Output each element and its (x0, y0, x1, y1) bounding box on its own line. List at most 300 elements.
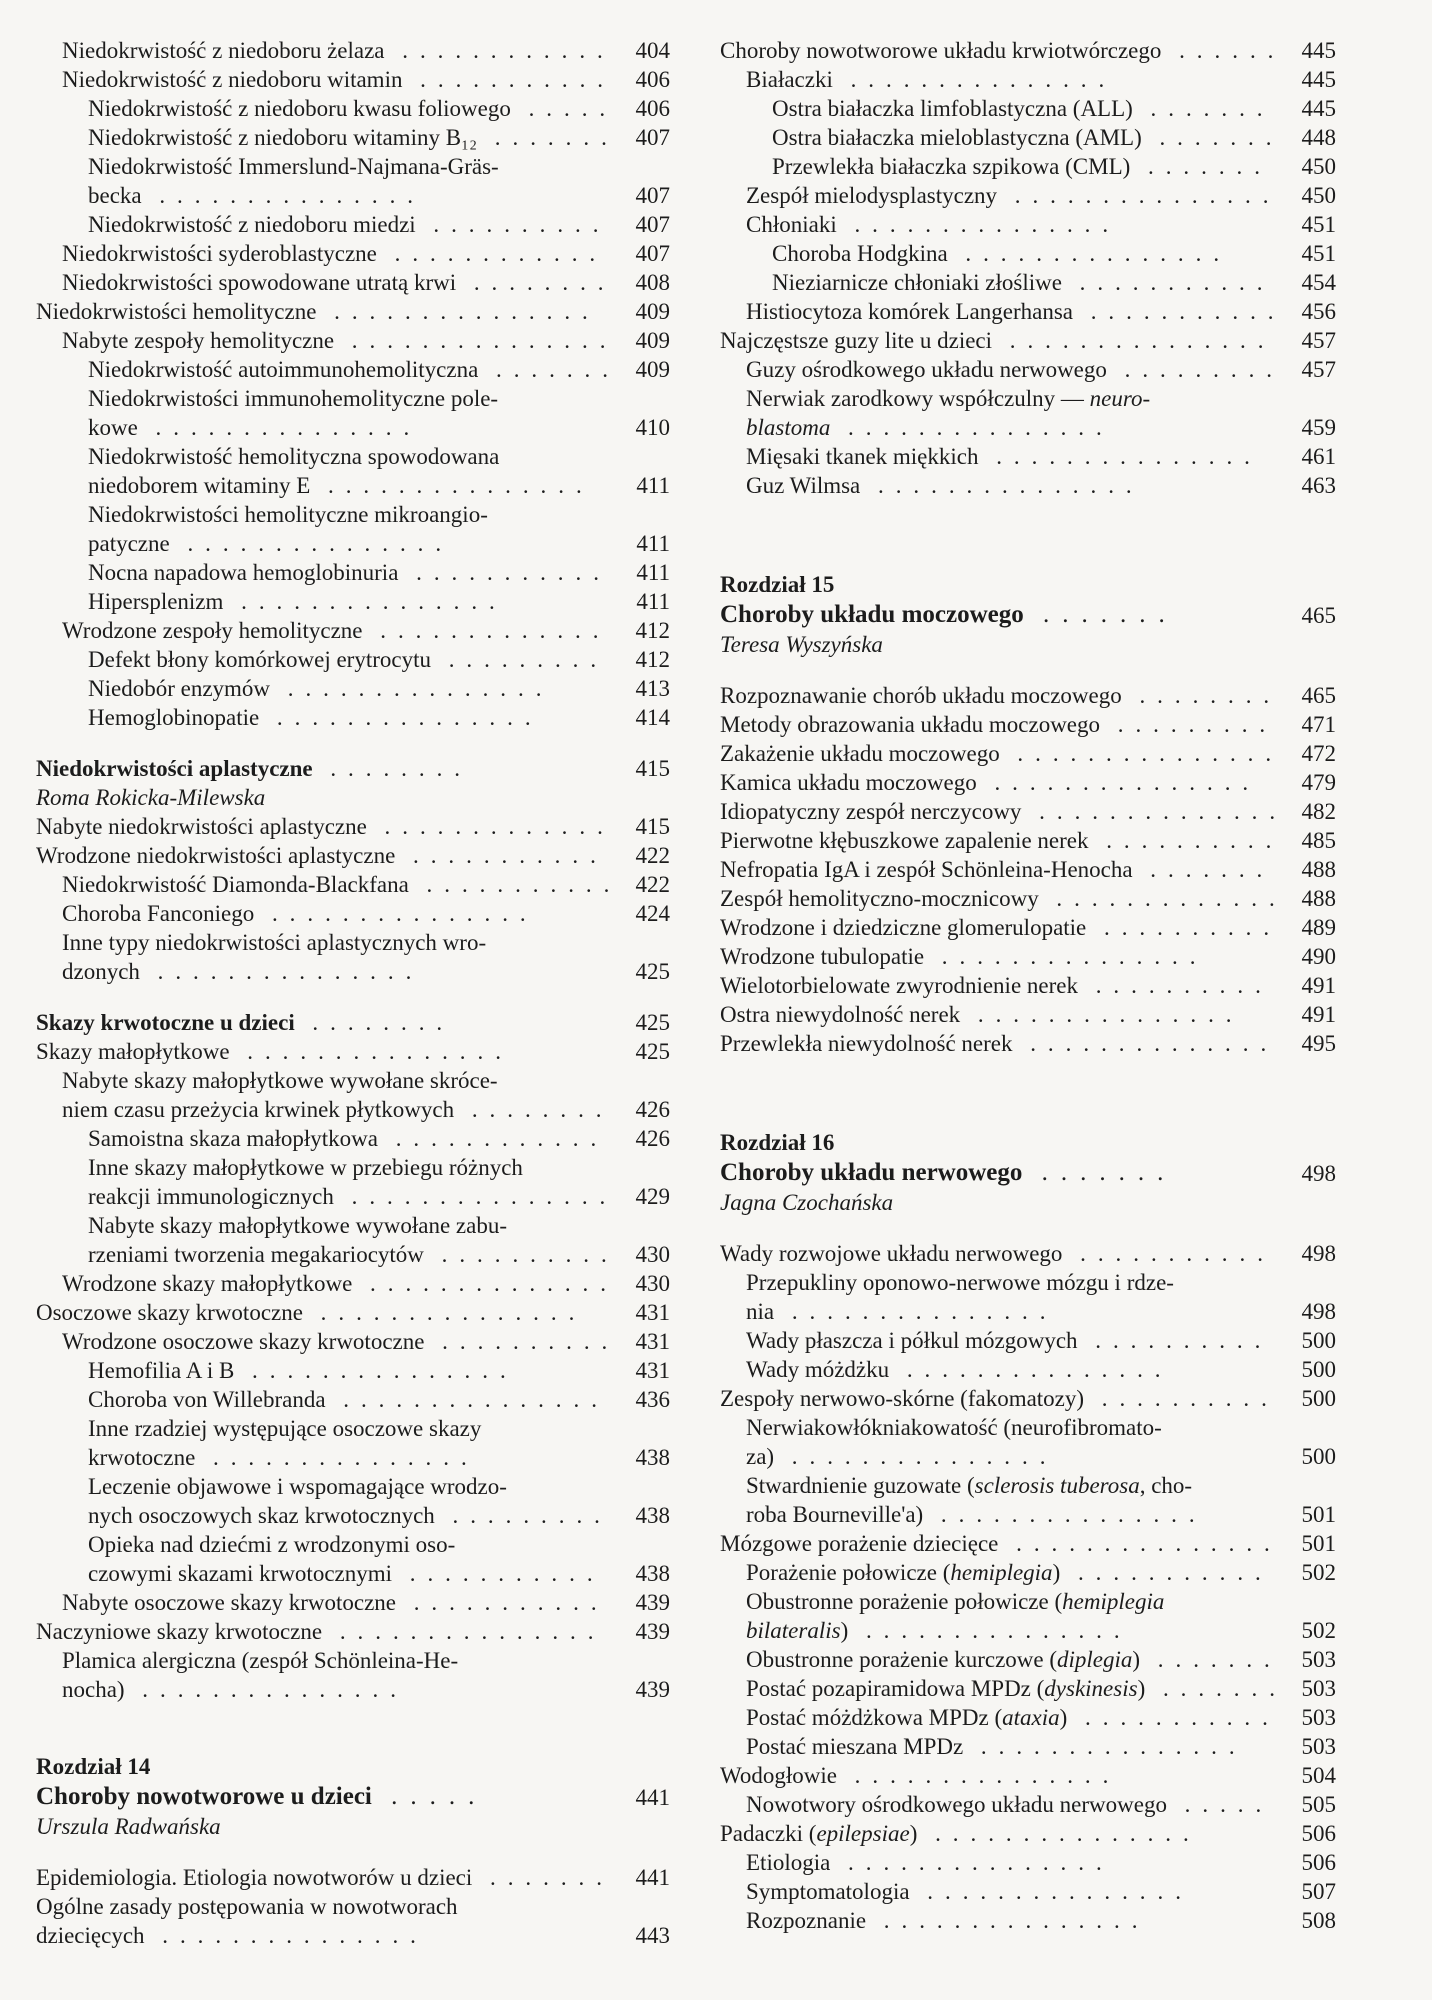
toc-entry (36, 841, 670, 870)
toc-entry (720, 326, 1336, 355)
chapter-16 (720, 1128, 1336, 1935)
entry-title: Samoistna skaza małopłytkowa (88, 1126, 378, 1151)
toc-block (36, 1863, 670, 1950)
toc-entry (720, 942, 1336, 971)
toc-entry (720, 210, 1336, 239)
page-number: 501 (1301, 1502, 1336, 1527)
toc-entry (720, 1029, 1336, 1058)
entry-title: Przewlekła białaczka szpikowa (CML) (772, 154, 1131, 179)
entry-title: Inne typy niedokrwistości aplastycznych wro- (62, 930, 487, 955)
leader-dots: ............... (169, 531, 454, 556)
page-number: 445 (1301, 38, 1336, 63)
entry-title: Plamica alergiczna (zespół Schönleina-He- (62, 1648, 459, 1673)
entry-title: Nieziarnicze chłoniaki złośliwe (772, 270, 1062, 295)
page-number: 422 (635, 872, 670, 897)
leader-dots: ............... (333, 1184, 618, 1209)
page-number: 507 (1301, 1879, 1336, 1904)
entry-title: Najczęstsze guzy lite u dzieci (720, 328, 993, 353)
entry-title: Stwardnienie guzowate ( (746, 1473, 975, 1498)
entry-continuation (88, 1559, 622, 1588)
leader-dots: ........... (1073, 299, 1286, 324)
entry-title: Niedokrwistość z niedoboru żelaza (62, 38, 385, 63)
entry-title: Histiocytoza komórek Langerhansa (746, 299, 1073, 324)
leader-dots: ............ (384, 38, 615, 63)
page-number: 502 (1301, 1560, 1336, 1585)
chapter-title: Choroby nowotworowe u dzieci (36, 1783, 372, 1810)
toc-block (36, 1037, 670, 1704)
leader-dots: ............... (325, 1387, 609, 1412)
entry-title: Niedokrwistość Immerslund-Najmana-Gräs- (88, 154, 499, 179)
leader-dots: ............... (774, 1299, 1058, 1324)
entry-title: Niedokrwistości aplastyczne (36, 756, 313, 781)
leader-dots: ............... (774, 1444, 1058, 1469)
toc-entry (36, 645, 670, 674)
leader-dots: ........... (408, 872, 622, 897)
leader-dots: ....... (477, 125, 619, 150)
page-number: 503 (1301, 1676, 1336, 1701)
entry-continuation (62, 1095, 622, 1124)
page-number: 445 (1301, 67, 1336, 92)
entry-title: Symptomatologia (746, 1879, 910, 1904)
entry-title: Kamica układu moczowego (720, 770, 977, 795)
page-number: 500 (1301, 1444, 1336, 1469)
toc-entry (720, 297, 1336, 326)
entry-title: Chłoniaki (746, 212, 837, 237)
entry-title: Nabyte skazy małopłytkowe wywołane skróce- (62, 1068, 498, 1093)
entry-title: Defekt błony komórkowej erytrocytu (88, 647, 431, 672)
toc-entry (36, 210, 670, 239)
entry-title: Nocna napadowa hemoglobinuria (88, 560, 399, 585)
entry-title: Obustronne porażenie połowicze ( (746, 1589, 1063, 1614)
toc-entry (720, 710, 1336, 739)
toc-entry (720, 1819, 1336, 1848)
toc-entry (720, 268, 1336, 297)
leader-dots: ........ (456, 270, 616, 295)
toc-entry (36, 1298, 670, 1327)
page-number: 438 (635, 1503, 670, 1528)
entry-title-suffix: ) (1137, 1676, 1146, 1701)
toc-entry (36, 1153, 670, 1211)
entry-title-suffix: ) (909, 1821, 918, 1846)
entry-title: Niedokrwistość Diamonda-Blackfana (62, 872, 409, 897)
entry-title: Niedokrwistości immunohemolityczne pole- (88, 386, 499, 411)
leader-dots: ........... (398, 560, 611, 585)
chapter-label: Rozdział 14 (36, 1754, 151, 1779)
page-number: 471 (1301, 712, 1336, 737)
toc-entry (720, 442, 1336, 471)
entry-title: Nefropatia IgA i zespół Schönleina-Henocha (720, 857, 1133, 882)
entry-title: Niedokrwistość z niedoboru kwasu foliowego (88, 96, 511, 121)
toc-entry (36, 812, 670, 841)
page-number: 426 (635, 1126, 670, 1151)
toc-entry (36, 1414, 670, 1472)
leader-dots: ............... (889, 1357, 1173, 1382)
page-number: 506 (1301, 1821, 1336, 1846)
leader-dots: ............... (976, 770, 1261, 795)
page-number: 409 (635, 299, 670, 324)
page-number: 450 (1301, 154, 1336, 179)
toc-entry (36, 1530, 670, 1588)
toc-entry (36, 1588, 670, 1617)
entry-title: Postać móżdżkowa MPDz ( (746, 1705, 1003, 1730)
toc-entry (36, 500, 670, 558)
toc-entry (36, 268, 670, 297)
chapter-title: Choroby układu moczowego (720, 601, 1024, 628)
leader-dots: .......... (1077, 973, 1273, 998)
page-number: 491 (1301, 973, 1336, 998)
page-number: 436 (635, 1387, 670, 1412)
entry-continuation (88, 529, 622, 558)
toc-entry (720, 1268, 1336, 1326)
entry-title: Inne rzadziej występujące osoczowe skazy (88, 1416, 482, 1441)
toc-entry (720, 681, 1336, 710)
leader-dots: .......... (423, 1242, 619, 1267)
entry-continuation (62, 1675, 622, 1704)
leader-dots: ............... (334, 328, 618, 353)
entry-title: Postać mieszana MPDz (746, 1734, 964, 1759)
page-number: 406 (635, 96, 670, 121)
toc-entry (36, 587, 670, 616)
page-number: 409 (635, 357, 670, 382)
entry-title: Niedokrwistość autoimmunohemolityczna (88, 357, 479, 382)
leader-dots: .......... (1088, 828, 1284, 853)
page-number: 488 (1301, 886, 1336, 911)
entry-title: Niedokrwistości hemolityczne mikroangio- (88, 502, 488, 527)
page-number: 498 (1301, 1161, 1336, 1186)
toc-entry (720, 1674, 1336, 1703)
toc-entry (720, 1355, 1336, 1384)
entry-title: Mózgowe porażenie dziecięce (720, 1531, 999, 1556)
entry-title: Nabyte zespoły hemolityczne (62, 328, 335, 353)
toc-entry (36, 94, 670, 123)
entry-title: Skazy krwotoczne u dzieci (36, 1010, 295, 1035)
page-number: 505 (1301, 1792, 1336, 1817)
entry-title: Wady płaszcza i półkul mózgowych (746, 1328, 1078, 1353)
toc-entry (36, 442, 670, 500)
entry-continuation (746, 413, 1288, 442)
page-number: 408 (635, 270, 670, 295)
leader-dots: ....... (1140, 1647, 1282, 1672)
entry-title: Epidemiologia. Etiologia nowotworów u dzieci (36, 1865, 473, 1890)
toc-entry (720, 65, 1336, 94)
toc-entry (36, 1124, 670, 1153)
page-number: 438 (635, 1445, 670, 1470)
leader-dots: ............. (1038, 886, 1287, 911)
leader-dots: ............... (924, 944, 1208, 969)
entry-continuation (62, 957, 622, 986)
entry-title: Nabyte niedokrwistości aplastyczne (36, 814, 367, 839)
leader-dots: ....... (478, 357, 620, 382)
leader-dots: ............... (137, 415, 422, 440)
leader-dots: ............... (998, 1531, 1282, 1556)
entry-title-cont: nocha) (62, 1677, 125, 1702)
toc-entry (36, 65, 670, 94)
page-number: 412 (635, 618, 670, 643)
section-author: Roma Rokicka-Milewska (36, 785, 266, 810)
leader-dots: ............... (254, 901, 538, 926)
page-number: 504 (1301, 1763, 1336, 1788)
leader-dots: ............... (978, 444, 1262, 469)
entry-title: Nerwiak zarodkowy współczulny — (746, 386, 1090, 411)
entry-title-cont: rzeniami tworzenia megakariocytów (88, 1242, 424, 1267)
toc-entry (720, 971, 1336, 1000)
entry-title: Idiopatyczny zespół nerczycowy (720, 799, 1022, 824)
toc-entry (720, 1558, 1336, 1587)
entry-title: Obustronne porażenie kurczowe ( (746, 1647, 1058, 1672)
chapter-title-row: Choroby układu moczowego ....... 465 (720, 601, 1336, 628)
page-number: 441 (635, 1785, 670, 1810)
page-number: 500 (1301, 1386, 1336, 1411)
page-number: 411 (636, 531, 670, 556)
page-number: 508 (1301, 1908, 1336, 1933)
leader-dots: ............... (139, 959, 424, 984)
toc-entry (36, 384, 670, 442)
leader-dots: ............... (259, 705, 543, 730)
page-number: 488 (1301, 857, 1336, 882)
entry-title: Wrodzone osoczowe skazy krwotoczne (62, 1329, 425, 1354)
entry-title: Naczyniowe skazy krwotoczne (36, 1619, 323, 1644)
page-number: 429 (635, 1184, 670, 1209)
page-number: 439 (635, 1590, 670, 1615)
entry-title-suffix: ) (1132, 1647, 1141, 1672)
toc-block (36, 36, 670, 732)
section-heading: Skazy krwotoczne u dzieci ........ 425 (36, 1010, 670, 1035)
leader-dots: ............... (860, 473, 1144, 498)
leader-dots: ............... (124, 1677, 408, 1702)
entry-title: Przewlekła niewydolność nerek (720, 1031, 1013, 1056)
entry-continuation (88, 413, 622, 442)
toc-entry (36, 1472, 670, 1530)
page-number: 411 (636, 560, 670, 585)
entry-title: Białaczki (746, 67, 833, 92)
leader-dots: ..... (510, 96, 618, 121)
toc-entry (720, 884, 1336, 913)
entry-continuation (88, 1443, 622, 1472)
page-number: 407 (635, 125, 670, 150)
page-number: 500 (1301, 1357, 1336, 1382)
chapter-title-row: Choroby nowotworowe u dzieci ..... 441 (36, 1783, 670, 1810)
page-number: 425 (635, 1010, 670, 1035)
page-number: 411 (636, 473, 670, 498)
entry-continuation (88, 1501, 622, 1530)
entry-continuation (746, 1616, 1288, 1645)
entry-title-cont-italic: bilateralis (746, 1618, 841, 1643)
leader-dots: ........... (392, 1561, 605, 1586)
toc-entry (36, 1385, 670, 1414)
entry-title-italic: diplegia (1057, 1647, 1133, 1672)
toc-entry (36, 239, 670, 268)
page-number: 422 (635, 843, 670, 868)
page-number: 465 (1301, 683, 1336, 708)
entry-title: Niedokrwistości spowodowane utratą krwi (62, 270, 457, 295)
toc-entry (720, 471, 1336, 500)
page-number: 406 (635, 67, 670, 92)
page-number: 439 (635, 1619, 670, 1644)
page-number: 503 (1301, 1705, 1336, 1730)
toc-entry (720, 152, 1336, 181)
page-number: 503 (1301, 1647, 1336, 1672)
leader-dots: ....... (1132, 857, 1275, 882)
page-number: 443 (635, 1923, 670, 1948)
leader-dots: ............... (270, 676, 554, 701)
page-number: 431 (635, 1300, 670, 1325)
entry-title: Osoczowe skazy krwotoczne (36, 1300, 303, 1325)
toc-entry (720, 913, 1336, 942)
entry-title: Rozpoznanie (746, 1908, 867, 1933)
entry-title: Wady rozwojowe układu nerwowego (720, 1241, 1063, 1266)
page-number: 415 (635, 814, 670, 839)
leader-dots: ............... (141, 183, 426, 208)
leader-dots: .............. (1021, 799, 1288, 824)
entry-title: Rozpoznawanie chorób układu moczowego (720, 683, 1122, 708)
toc-entry (720, 1703, 1336, 1732)
leader-dots: ............... (195, 1445, 479, 1470)
toc-entry (720, 123, 1336, 152)
entry-title: Zakażenie układu moczowego (720, 741, 1000, 766)
entry-title-cont: nych osoczowych skaz krwotocznych (88, 1503, 435, 1528)
entry-title: Ostra niewydolność nerek (720, 1002, 961, 1027)
page-number: 450 (1301, 183, 1336, 208)
entry-title-italic: neuro- (1089, 386, 1151, 411)
chapter-label: Rozdział 15 (720, 572, 835, 597)
toc-entry (720, 1732, 1336, 1761)
leader-dots: ............ (376, 241, 608, 266)
toc-entry (36, 297, 670, 326)
page-number: 425 (635, 1039, 670, 1064)
page-number: 506 (1301, 1850, 1336, 1875)
leader-dots: ............... (992, 328, 1276, 353)
entry-title-italic: dyskinesis (1044, 1676, 1138, 1701)
entry-title: Ostra białaczka limfoblastyczna (ALL) (772, 96, 1133, 121)
entry-title: Wielotorbielowate zwyrodnienie nerek (720, 973, 1078, 998)
chapter-14 (36, 1752, 670, 1950)
toc-entry (36, 1646, 670, 1704)
entry-title: Guz Wilmsa (746, 473, 861, 498)
toc-entry (720, 1471, 1336, 1529)
leader-dots: ........ (454, 1097, 614, 1122)
page-number: 430 (635, 1271, 670, 1296)
leader-dots: ............... (963, 1734, 1247, 1759)
entry-title: Choroba Hodgkina (772, 241, 948, 266)
leader-dots: ............... (923, 1502, 1207, 1527)
leader-dots: .......... (1077, 1328, 1273, 1353)
page-number: 501 (1301, 1531, 1336, 1556)
toc-entry (720, 1877, 1336, 1906)
leader-dots: ...... (1161, 38, 1286, 63)
toc-block (720, 681, 1336, 1058)
toc-entry (720, 855, 1336, 884)
entry-title-cont: nia (746, 1299, 775, 1324)
entry-continuation (36, 1921, 622, 1950)
leader-dots: .......... (424, 1329, 620, 1354)
entry-title-suffix: ) (1052, 1560, 1061, 1585)
toc-entry (36, 355, 670, 384)
page-number: 410 (635, 415, 670, 440)
leader-dots: ....... (1145, 1676, 1287, 1701)
entry-title-cont: za) (746, 1444, 775, 1469)
entry-title: Wodogłowie (720, 1763, 837, 1788)
page-number: 463 (1301, 473, 1336, 498)
toc-entry (36, 36, 670, 65)
leader-dots: ............... (234, 1358, 518, 1383)
entry-continuation (88, 181, 622, 210)
leader-dots: ............... (830, 1850, 1114, 1875)
entry-title: Niedokrwistości hemolityczne (36, 299, 317, 324)
entry-title: Leczenie objawowe i wspomagające wrodzo- (88, 1474, 507, 1499)
toc-entry (720, 1906, 1336, 1935)
entry-title-cont: krwotoczne (88, 1445, 196, 1470)
entry-title-cont: becka (88, 183, 142, 208)
entry-title: Hipersplenizm (88, 589, 224, 614)
entry-title-cont: reakcji immunologicznych (88, 1184, 334, 1209)
page-number: 503 (1301, 1734, 1336, 1759)
leader-dots: .............. (1012, 1031, 1279, 1056)
entry-title: Metody obrazowania układu moczowego (720, 712, 1101, 737)
toc-entry (36, 558, 670, 587)
entry-title: Choroba Fanconiego (62, 901, 255, 926)
chapter-title: Choroby układu nerwowego (720, 1159, 1023, 1186)
leader-dots: ............... (999, 741, 1284, 766)
page-number: 465 (1301, 603, 1336, 628)
entry-title: Skazy małopłytkowe (36, 1039, 230, 1064)
page-number: 445 (1301, 96, 1336, 121)
toc-entry (720, 1529, 1336, 1558)
entry-title-cont: niedoborem witaminy E (88, 473, 311, 498)
entry-title: Inne skazy małopłytkowe w przebiegu różnych (88, 1155, 523, 1180)
leader-dots: ........... (1062, 1241, 1275, 1266)
toc-entry (720, 768, 1336, 797)
leader-dots: .............. (352, 1271, 618, 1296)
page-number: 498 (1301, 1241, 1336, 1266)
entry-title: Padaczki ( (720, 1821, 817, 1846)
entry-title-italic: hemiplegia (1062, 1589, 1165, 1614)
entry-continuation (746, 1442, 1288, 1471)
toc-entry (720, 1326, 1336, 1355)
section-skazy (36, 1008, 670, 1704)
entry-title-cont: dzonych (62, 959, 140, 984)
leader-dots: ............... (997, 183, 1281, 208)
toc-entry (36, 1269, 670, 1298)
chapter-label: Rozdział 16 (720, 1130, 835, 1155)
toc-entry (720, 1384, 1336, 1413)
page-number: 448 (1301, 125, 1336, 150)
leader-dots: ....... (1132, 96, 1275, 121)
leader-dots: ............... (316, 299, 600, 324)
leader-dots: ............. (362, 618, 611, 643)
entry-continuation (88, 471, 622, 500)
entry-title: Niedobór enzymów (88, 676, 271, 701)
entry-title-cont: patyczne (88, 531, 170, 556)
page-number: 482 (1301, 799, 1336, 824)
entry-title: Etiologia (746, 1850, 831, 1875)
toc-entry (36, 1211, 670, 1269)
toc-entry (720, 181, 1336, 210)
page-number: 498 (1301, 1299, 1336, 1324)
toc-entry (36, 152, 670, 210)
leader-dots: ............... (302, 1300, 587, 1325)
page-number: 485 (1301, 828, 1336, 853)
chapter-author: Urszula Radwańska (36, 1814, 221, 1839)
toc-entry (36, 616, 670, 645)
toc-entry (36, 674, 670, 703)
page-number: 490 (1301, 944, 1336, 969)
entry-title: Porażenie połowicze ( (746, 1560, 951, 1585)
leader-dots: ............... (322, 1619, 606, 1644)
page-number: 451 (1301, 241, 1336, 266)
page-number: 479 (1301, 770, 1336, 795)
leader-dots: ......... (1106, 357, 1285, 382)
page-number: 412 (635, 647, 670, 672)
